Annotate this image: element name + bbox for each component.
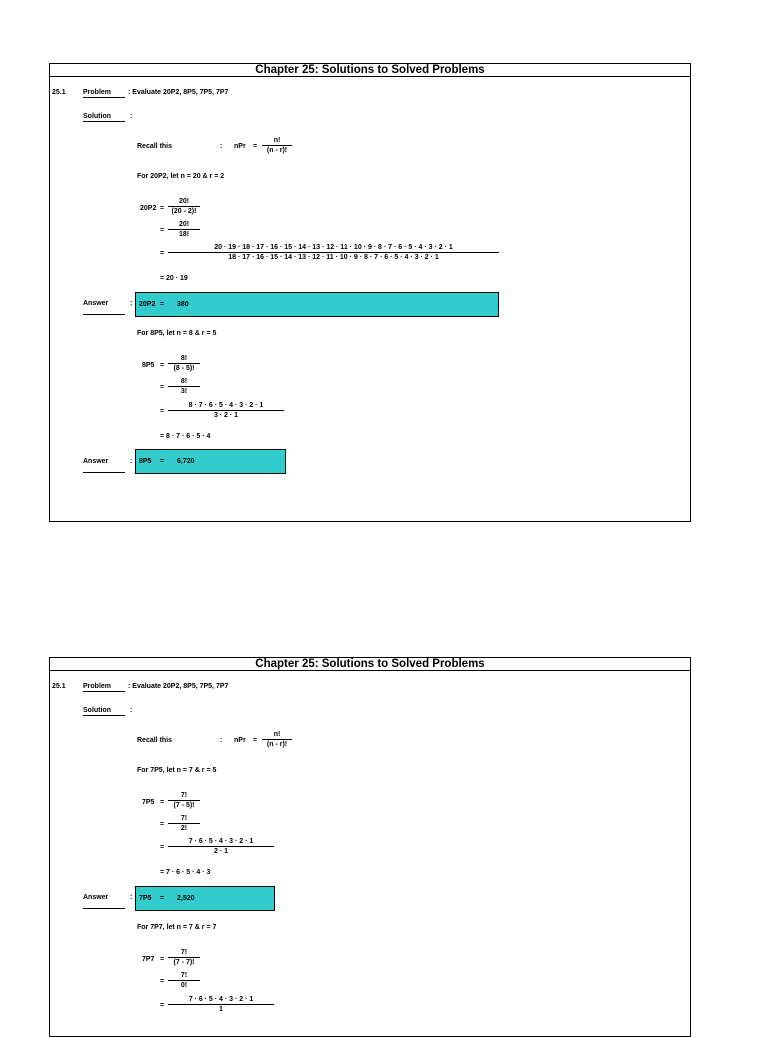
answer-box: [135, 886, 275, 911]
formula-lhs: nPr: [234, 737, 246, 744]
part1-fraction-1: [168, 791, 200, 810]
part1-intro: For 7P5, let n = 7 & r = 5: [137, 767, 217, 774]
fraction-denominator: 18!: [168, 229, 200, 239]
part2-fraction-1: [168, 948, 200, 967]
fraction-numerator: 7 · 6 · 5 · 4 · 3 · 2 · 1: [188, 838, 254, 845]
answer-label: Answer: [83, 893, 125, 909]
fraction-numerator: 7!: [180, 972, 188, 979]
formula-eq: =: [253, 143, 258, 150]
answer-value: 380: [177, 301, 189, 308]
formula-denominator: (n - r)!: [262, 739, 292, 749]
formula-lhs: nPr: [234, 143, 246, 150]
fraction-denominator: 3 · 2 · 1: [168, 410, 284, 420]
fraction-numerator: 20 · 19 · 18 · 17 · 16 · 15 · 14 · 13 · 12 · 11 · 10 · 9 · 8 · 7 · 6 · 5 · 4 · 3 · 2 · 1: [214, 244, 453, 251]
fraction-denominator: 0!: [168, 980, 200, 990]
fraction-denominator: 18 · 17 · 16 · 15 · 14 · 13 · 12 · 11 · 10 · 9 · 8 · 7 · 6 · 5 · 4 · 3 · 2 · 1: [168, 252, 499, 262]
part2-lhs: 8P5: [142, 362, 155, 369]
formula-numerator: n!: [273, 731, 281, 738]
fraction-numerator: 7!: [180, 949, 188, 956]
problem-number: 25.1: [52, 683, 66, 690]
problem-text: : Evaluate 20P2, 8P5, 7P5, 7P7: [128, 89, 229, 96]
recall-colon: :: [220, 143, 223, 150]
part2-eq-2: =: [160, 384, 165, 391]
part2-eq-2: =: [160, 978, 165, 985]
fraction-denominator: (7 - 7)!: [168, 957, 200, 967]
part1-eq-3: =: [160, 250, 165, 257]
fraction-denominator: (20 - 2)!: [168, 206, 200, 216]
part2-step: = 8 · 7 · 6 · 5 · 4: [160, 433, 211, 440]
page-title: Chapter 25: Solutions to Solved Problems: [50, 64, 690, 77]
recall-label: Recall this: [137, 737, 173, 744]
fraction-denominator: 2!: [168, 823, 200, 833]
answer-box: [135, 292, 499, 317]
formula-fraction: [262, 730, 292, 749]
answer-eq: =: [160, 458, 165, 465]
answer-eq: =: [160, 301, 165, 308]
part2-fraction-3: [168, 401, 284, 420]
formula-eq: =: [253, 737, 258, 744]
part2-eq-3: =: [160, 408, 165, 415]
answer-value: 2,520: [177, 895, 195, 902]
answer-colon: :: [130, 458, 133, 465]
fraction-numerator: 7!: [180, 792, 188, 799]
fraction-numerator: 8!: [180, 378, 188, 385]
part2-eq-1: =: [160, 362, 165, 369]
answer-box: [135, 449, 286, 474]
part1-eq-2: =: [160, 227, 165, 234]
worksheet-page-2: [49, 657, 691, 1037]
part1-fraction-2: [168, 814, 200, 833]
answer-value: 6,720: [177, 458, 195, 465]
part1-eq-1: =: [160, 205, 165, 212]
part1-fraction-2: [168, 220, 200, 239]
part1-step: = 7 · 6 · 5 · 4 · 3: [160, 869, 211, 876]
part1-eq-1: =: [160, 799, 165, 806]
answer-label: Answer: [83, 457, 125, 473]
recall-colon: :: [220, 737, 223, 744]
worksheet-page-1: [49, 63, 691, 522]
part1-step: = 20 · 19: [160, 275, 188, 282]
formula-denominator: (n - r)!: [262, 145, 292, 155]
fraction-denominator: 1: [168, 1004, 274, 1014]
answer-colon: :: [130, 894, 133, 901]
page-title: Chapter 25: Solutions to Solved Problems: [50, 658, 690, 671]
fraction-numerator: 20!: [178, 221, 190, 228]
problem-label: Problem: [83, 88, 125, 98]
formula-numerator: n!: [273, 137, 281, 144]
part1-fraction-3: [168, 243, 499, 262]
answer-lhs: 20P2: [139, 301, 156, 308]
answer-eq: =: [160, 895, 165, 902]
part2-intro: For 7P7, let n = 7 & r = 7: [137, 924, 217, 931]
formula-fraction: [262, 136, 292, 155]
fraction-numerator: 7 · 6 · 5 · 4 · 3 · 2 · 1: [188, 996, 254, 1003]
part1-lhs: 7P5: [142, 799, 155, 806]
solution-label: Solution: [83, 706, 125, 716]
part2-fraction-1: [168, 354, 200, 373]
solution-colon: :: [130, 113, 133, 120]
answer-label: Answer: [83, 299, 125, 315]
recall-label: Recall this: [137, 143, 173, 150]
answer-lhs: 8P5: [139, 458, 152, 465]
fraction-denominator: 2 · 1: [168, 846, 274, 856]
part1-eq-3: =: [160, 844, 165, 851]
part2-lhs: 7P7: [142, 956, 155, 963]
solution-label: Solution: [83, 112, 125, 122]
part1-fraction-1: [168, 197, 200, 216]
answer-lhs: 7P5: [139, 895, 152, 902]
part1-lhs: 20P2: [140, 205, 157, 212]
part1-fraction-3: [168, 837, 274, 856]
part2-eq-1: =: [160, 956, 165, 963]
solution-colon: :: [130, 707, 133, 714]
fraction-numerator: 20!: [178, 198, 190, 205]
problem-number: 25.1: [52, 89, 66, 96]
fraction-denominator: (8 - 5)!: [168, 363, 200, 373]
problem-text: : Evaluate 20P2, 8P5, 7P5, 7P7: [128, 683, 229, 690]
fraction-numerator: 7!: [180, 815, 188, 822]
part1-eq-2: =: [160, 821, 165, 828]
part1-intro: For 20P2, let n = 20 & r = 2: [137, 173, 225, 180]
part2-intro: For 8P5, let n = 8 & r = 5: [137, 330, 217, 337]
answer-colon: :: [130, 300, 133, 307]
fraction-numerator: 8 · 7 · 6 · 5 · 4 · 3 · 2 · 1: [188, 402, 264, 409]
fraction-denominator: 3!: [168, 386, 200, 396]
problem-label: Problem: [83, 682, 125, 692]
fraction-denominator: (7 - 5)!: [168, 800, 200, 810]
part2-fraction-2: [168, 971, 200, 990]
fraction-numerator: 8!: [180, 355, 188, 362]
part2-fraction-2: [168, 377, 200, 396]
part2-eq-3: =: [160, 1002, 165, 1009]
part2-fraction-3: [168, 995, 274, 1014]
